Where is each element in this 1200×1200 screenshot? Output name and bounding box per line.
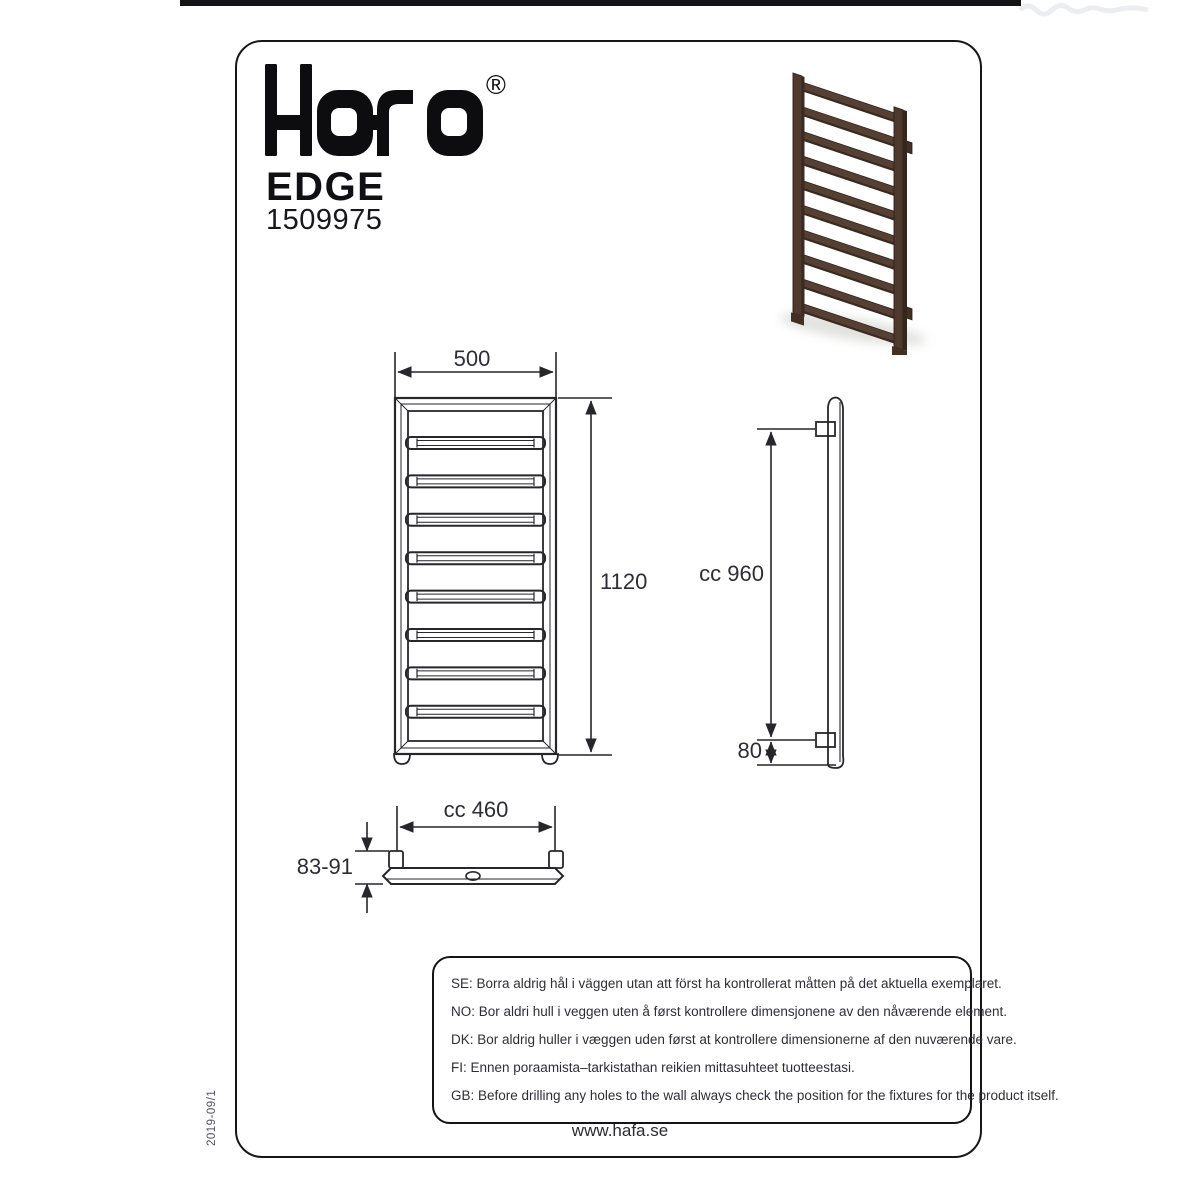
brand-name xyxy=(0,0,1,1)
front-height-label: 1120 xyxy=(600,569,648,594)
warning-note-box xyxy=(432,956,1059,1124)
top-right-bracket xyxy=(549,851,563,868)
top-left-bracket xyxy=(389,851,403,868)
side-cc-label: cc 960 xyxy=(699,561,764,586)
note-dk: DK: Bor aldrig huller i væggen uden først at kontrollere dimensionerne af den nuværende vare. xyxy=(451,1032,1017,1048)
top-cc-label: cc 460 xyxy=(443,797,509,822)
front-right-foot xyxy=(542,754,558,764)
side-bottom-bracket xyxy=(816,733,835,747)
front-frame-outer xyxy=(395,398,556,754)
website-url: www.hafa.se xyxy=(571,1121,669,1140)
scan-artifact xyxy=(1018,0,1168,20)
side-view-drawing xyxy=(690,380,880,780)
top-bar xyxy=(383,868,563,884)
hafa-logo xyxy=(265,64,515,156)
top-edge-bar xyxy=(180,0,1021,6)
note-fi: FI: Ennen poraamista–tarkistathan reikien mittasuhteet tuotteestasi. xyxy=(451,1060,855,1076)
front-view-drawing xyxy=(350,338,650,780)
side-top-bracket xyxy=(816,422,835,436)
note-gb: GB: Before drilling any holes to the wall always check the position for the fixtures for the product itself. xyxy=(451,1088,1059,1104)
front-width-label: 500 xyxy=(453,346,491,371)
hafa-wordmark xyxy=(265,64,483,156)
front-left-foot xyxy=(394,754,410,764)
side-offset-label: 80 xyxy=(737,738,762,763)
registered-mark: ® xyxy=(486,70,506,100)
product-name: EDGE xyxy=(266,165,386,209)
side-profile xyxy=(828,398,843,769)
product-number: 1509975 xyxy=(266,204,383,236)
revision-date-code: 2019-09/1 xyxy=(206,1089,218,1146)
top-depth-label: 83-91 xyxy=(296,854,353,879)
top-view-drawing xyxy=(295,788,640,928)
product-3d-render xyxy=(765,55,945,355)
front-frame-inner xyxy=(408,411,543,741)
render-ladder xyxy=(791,72,912,355)
note-se: SE: Borra aldrig hål i väggen utan att först ha kontrollerat måtten på det aktuella exemplaret. xyxy=(451,976,1002,992)
note-no: NO: Bor aldri hull i veggen uten å først kontrollere dimensjonene av den nåværende element. xyxy=(451,1004,1008,1020)
front-frame-mid xyxy=(401,404,550,748)
